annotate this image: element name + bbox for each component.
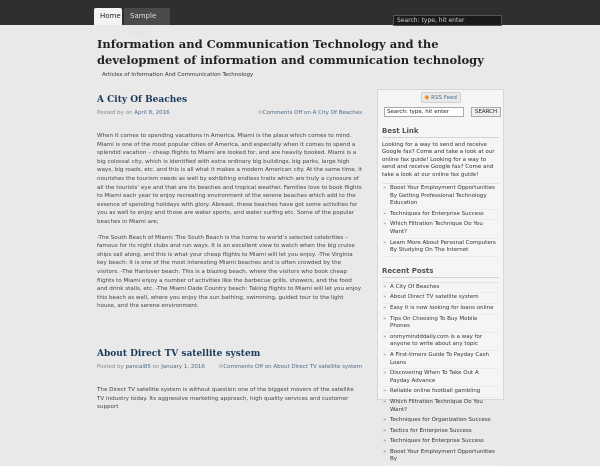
sidebar-link[interactable]: » Boost Your Employment Opportunities By Getting Professional Technology Education — [382, 184, 499, 210]
post-date-link[interactable]: January 1, 2016 — [161, 364, 205, 370]
post-paragraph: -The South Beach of Miami: The South Beach is the home to world’s selected celebrities – famous for its night clubs and run ways. It is an excellent view to watch when the big cruise ships sail along, and this is what your cheap flights to Miami will let you enjoy. -The Virginia key beach: It is one of the most interesting Miami beaches and is often crowded by the visitors. -The Hanlover beach: This is a blazing beach, where the visitors who book cheap flights to Miami enjoy a number of activities like the barbecue grills, showers, and the food and drink stalls, etc. -The Miami Dade Country beach: Taking flights to Miami will let you enjoy this beach as well, where you enjoy the sun bathing, swimming, guided tour to the light house, and the serene environment. — [97, 234, 362, 310]
recent-post-link[interactable]: » onmymindddaily.com is a way for anyone to write about any topic — [382, 333, 499, 351]
sidebar-search-button[interactable]: SEARCH — [471, 107, 501, 117]
rss-feed-link[interactable] — [421, 92, 461, 103]
rss-label: RSS Feed — [431, 95, 457, 101]
sidebar-link[interactable]: » Which Filtration Technique Do You Want? — [382, 220, 499, 238]
post-content — [97, 132, 362, 311]
post-title-link[interactable]: About Direct TV satellite system — [97, 349, 261, 359]
rss-icon: ◉ — [424, 94, 430, 101]
top-search-input[interactable]: Search: type, hit enter — [393, 15, 502, 26]
post-date-link[interactable]: April 8, 2016 — [134, 110, 170, 116]
post-paragraph: When it comes to spending vacations in America, Miami is the place which comes to mind. Miami is one of the most popular cities of America, and especially when it comes to spend a splendid vacation – cheap flights to Miami are looked for, and are heavily booked. Miami is a big colossal city, which is identified with extra ordinary big buildings, big parks, large high ways, big roads, etc. and this is all what it makes a modern American city. At the same time, it nourishes the tourism needs as well by exhibiting endless traits which are truly a cynosure of all the tourists’ eye and that are its beaches and tropical weather. Families love to book flights to Miami each year to enjoy recreating environment of the serene beaches which add to the essence of spending holidays with glory. Abreast, these beaches have got some activities for you as well to enjoy and those are water sports, and water surfing etc. Some of the popular beaches in Miami are; — [97, 133, 362, 225]
comments-link[interactable]: ✉ Comments Off on A City Of Beaches — [258, 110, 362, 116]
sidebar-search — [382, 107, 499, 117]
post-content — [97, 386, 362, 412]
posted-on-label: on — [125, 110, 133, 116]
sidebar-link[interactable]: » Techniques for Enterprise Success — [382, 210, 499, 221]
posted-by-label: Posted by — [97, 110, 124, 116]
post-author-link[interactable]: pancal85 — [125, 364, 151, 370]
best-link-list — [382, 183, 499, 257]
post-title-link[interactable]: A City Of Beaches — [97, 95, 188, 105]
recent-post-link[interactable]: » Techniques for Organization Success — [382, 416, 499, 427]
recent-post-link[interactable]: » Techniques for Enterprise Success — [382, 437, 499, 448]
recent-posts-list — [382, 282, 499, 466]
recent-post-link[interactable]: » Boost Your Employment Opportunities By — [382, 448, 499, 466]
recent-post-link[interactable]: » A City Of Beaches — [382, 283, 499, 294]
recent-post-link[interactable]: » Tips On Choosing To Buy Mobile Phones — [382, 315, 499, 333]
posted-by-label: Posted by — [97, 364, 124, 370]
nav-tab-home[interactable]: Home — [94, 8, 122, 25]
post-article — [97, 95, 362, 318]
post-paragraph: The Direct TV satellite system is without question one of the biggest movers of the satellite TV industry today. Its aggressive marketing approach, high quality services and customer support — [97, 387, 354, 411]
post-byline — [97, 364, 205, 370]
post-byline — [97, 110, 170, 116]
best-link-text: Looking for a way to send and receive Google fax? Come and take a look at our online fax guide! Looking for a way to send and receive Google fax? Come and take a look at our online fax guide! — [382, 142, 495, 178]
posted-on-label: on — [152, 364, 160, 370]
top-navigation-bar — [0, 0, 600, 37]
sidebar-link[interactable]: » Learn More About Personal Computers By Studying On The Internet — [382, 239, 499, 257]
nav-tab-sample-page[interactable]: Sample Page — [124, 8, 170, 25]
post-meta — [97, 364, 362, 374]
recent-post-link[interactable]: » Reliable online football gambling — [382, 387, 499, 398]
recent-post-link[interactable]: » Easy it is now looking for loans online — [382, 304, 499, 315]
recent-post-link[interactable]: » Tactics for Enterprise Success — [382, 427, 499, 438]
recent-post-link[interactable]: » Which Filtration Technique Do You Want? — [382, 398, 499, 416]
comments-link[interactable]: ✉ Comments Off on About Direct TV satellite system — [219, 364, 362, 370]
recent-post-link[interactable]: » A First-timers Guide To Payday Cash Loans — [382, 351, 499, 369]
recent-posts-heading: Recent Posts — [382, 267, 499, 278]
sidebar — [377, 89, 504, 463]
post-meta — [97, 110, 362, 120]
site-header — [97, 36, 517, 78]
recent-post-link[interactable]: » About Direct TV satellite system — [382, 293, 499, 304]
sidebar-search-input[interactable]: Search: type, hit enter — [384, 107, 464, 117]
site-title[interactable]: Information and Communication Technology and the development of information and communication technology — [97, 37, 484, 67]
site-description: Articles of Information And Communication Technology — [102, 72, 254, 78]
best-link-heading: Best Link — [382, 127, 499, 138]
post-article — [97, 349, 362, 419]
recent-post-link[interactable]: » Discovering When To Take Out A Payday Advance — [382, 369, 499, 387]
